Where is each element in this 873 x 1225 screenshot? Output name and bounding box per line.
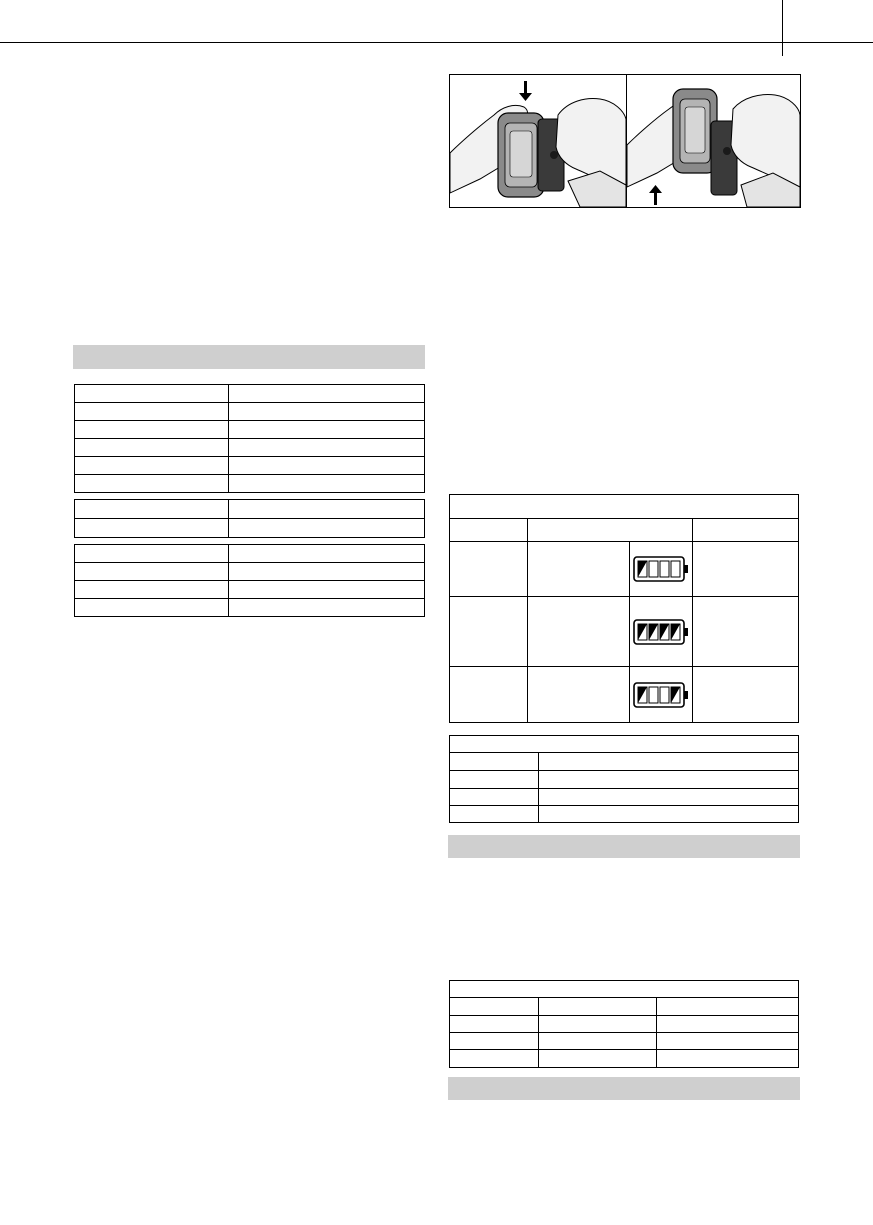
battery-segment (649, 687, 658, 703)
table-row (450, 806, 799, 823)
hand-insert-battery-icon (450, 75, 626, 207)
info-table-1 (449, 735, 799, 823)
section-header-bar (448, 1077, 800, 1100)
table-row (75, 385, 425, 403)
table-row (450, 1033, 799, 1050)
table-row (450, 667, 799, 723)
spec-table-1 (74, 384, 425, 493)
illustration-panel-remove (627, 75, 800, 207)
battery-segment (649, 561, 658, 577)
battery-level-icon (633, 682, 689, 708)
table-row (75, 599, 425, 617)
battery-segment (660, 561, 669, 577)
table-row (450, 1016, 799, 1033)
table-row (75, 475, 425, 493)
table-row (75, 421, 425, 439)
arrow-up-icon (649, 185, 662, 205)
section-header-bar (448, 835, 800, 858)
battery-indicator-table (449, 494, 799, 723)
table-row (75, 581, 425, 599)
battery-insertion-illustration (449, 74, 801, 208)
hand-remove-battery-icon (627, 75, 800, 207)
table-title-row (450, 981, 799, 998)
table-row (75, 545, 425, 563)
table-row (450, 597, 799, 667)
table-row (75, 563, 425, 581)
battery-terminal (684, 628, 688, 636)
table-row (450, 789, 799, 806)
battery-level-icon (633, 556, 689, 582)
crop-mark-top (0, 42, 873, 43)
table-row (75, 519, 425, 538)
illustration-panel-insert (450, 75, 626, 207)
crop-mark-vertical (782, 0, 783, 56)
section-header-bar (73, 345, 425, 369)
battery-level-cell (630, 597, 693, 667)
battery-level-cell (630, 667, 693, 723)
table-row (450, 771, 799, 789)
table-row (450, 753, 799, 771)
battery-terminal (684, 691, 688, 699)
table-title-row (450, 495, 799, 519)
battery-segment (671, 561, 680, 577)
spec-table-2 (74, 499, 425, 538)
table-header-row (450, 519, 799, 542)
table-row (75, 439, 425, 457)
battery-segment (660, 687, 669, 703)
table-row (450, 998, 799, 1016)
table-row (450, 1050, 799, 1068)
battery-level-icon (633, 619, 689, 645)
spec-table-3 (74, 544, 425, 617)
battery-terminal (684, 565, 688, 573)
table-row (75, 500, 425, 519)
battery-level-cell (630, 542, 693, 597)
table-row (75, 457, 425, 475)
table-title-row (450, 736, 799, 753)
table-row (75, 403, 425, 421)
info-table-2 (449, 980, 799, 1068)
table-row (450, 542, 799, 597)
arrow-down-icon (519, 81, 532, 101)
